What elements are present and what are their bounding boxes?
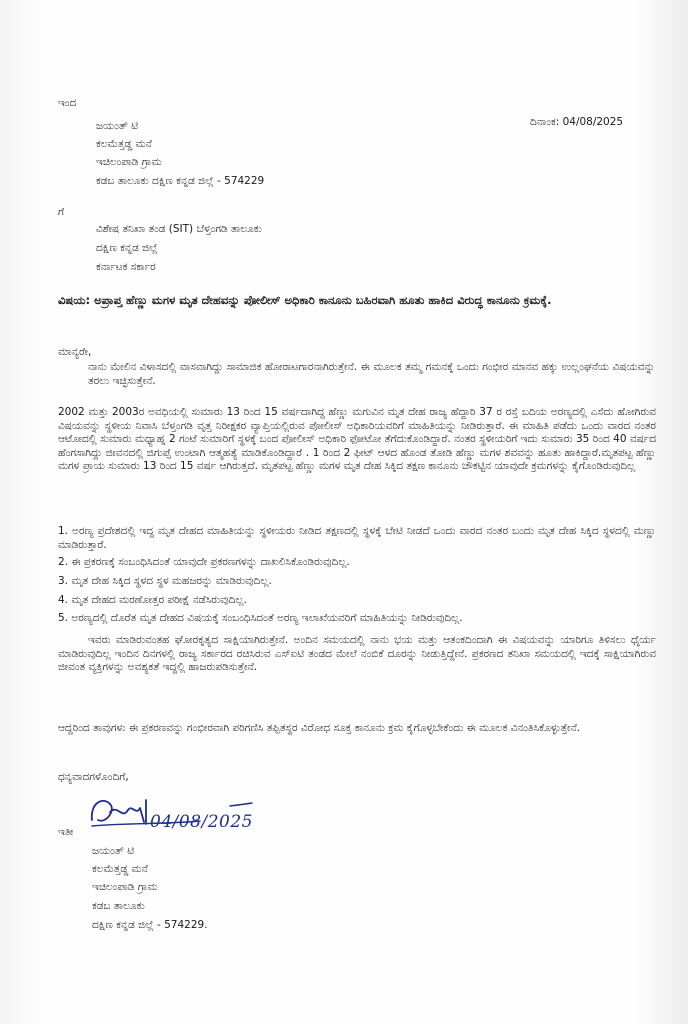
thanks-line: ಧನ್ಯವಾದಗಳೊಂದಿಗೆ, — [58, 771, 129, 783]
recipient-line: ದಕ್ಷಿಣ ಕನ್ನಡ ಜಿಲ್ಲೆ — [96, 242, 158, 254]
letter-date: ದಿನಾಂಕ: 04/08/2025 — [530, 116, 624, 128]
list-item: 2. ಈ ಪ್ರಕರಣಕ್ಕೆ ಸಂಬಂಧಿಸಿದಂತೆ ಯಾವುದೇ ಪ್ರಕರಣಗಳನ್ನು ದಾಖಲಿಸಿಕೊಂಡಿರುವುದಿಲ್ಲ. — [58, 556, 350, 568]
signature-date: 04/08/2025 — [150, 812, 253, 832]
list-item: 4. ಮೃತ ದೇಹದ ಮರಣೋತ್ತರ ಪರೀಕ್ಷೆ ನಡೆಸಿರುವುದಿಲ್ಲ. — [58, 594, 247, 606]
list-item: 3. ಮೃತ ದೇಹ ಸಿಕ್ಕಿದ ಸ್ಥಳದ ಸ್ಥಳ ಮಹಜರನ್ನು ಮಾಡಿರುವುದಿಲ್ಲ. — [58, 575, 272, 587]
footer-sender-district: ದಕ್ಷಿಣ ಕನ್ನಡ ಜಿಲ್ಲೆ - 574229. — [92, 919, 208, 931]
body-paragraph: 2002 ಮತ್ತು 2003ರ ಅವಧಿಯಲ್ಲಿ ಸುಮಾರು 13 ರಿಂದ 15 ವರ್ಷದಾಗಿದ್ದ ಹೆಣ್ಣು ಮಗುವಿನ ಮೃತ ದೇಹ ರಾಜ್ಯ ಹೆದ್ದಾರಿ 37 ರ ರಸ್ತೆ ಬದಿಯ ಅರಣ್ಯದಲ್ಲಿ ಎಸೆದು ಹೋಗಿರುವ ವಿಷಯವನ್ನು ಸ್ಥಳೀಯ ನಿವಾಸಿ ಬೆಳ್ತಂಗಡಿ ವೃತ್ತ ನಿರೀಕ್ಷಕರ ವ್ಯಾಪ್ತಿಯಲ್ಲಿರುವ ಪೋಲೀಸ್ ಅಧಿಕಾರಿಯವರಿಗೆ ಮಾಹಿತಿಯನ್ನು ನೀಡಿರುತ್ತಾರೆ. ಈ ಮಾಹಿತಿ ಪಡೆದು ಒಂದು ವಾರದ ನಂತರ ಆಟೋದಲ್ಲಿ ಸುಮಾರು ಮಧ್ಯಾಹ್ನ 2 ಗಂಟೆ ಸುಮಾರಿಗೆ ಸ್ಥಳಕ್ಕೆ ಬಂದ ಪೋಲೀಸ್ ಅಧಿಕಾರಿ ಫೋಟೋ ತೆಗೆದುಕೊಂಡಿದ್ದಾರೆ. ನಂತರ ಸ್ಥಳೀಯರಿಗೆ ಇದು ಸುಮಾರು 35 ರಿಂದ 40 ವರ್ಷದ ಹೆಂಗಸಾಗಿದ್ದು ಜೀವನದಲ್ಲಿ ಜಿಗುಪ್ಸೆ ಉಂಟಾಗಿ ಆತ್ಮಹತ್ಯೆ ಮಾಡಿಕೊಂಡಿದ್ದಾರೆ . 1 ರಿಂದ 2 ಫೀಟ್ ಆಳದ ಹೊಂಡ ತೋಡಿ ಹೆಣ್ಣು ಮಗಳ ಶವವನ್ನು ಹೂತು ಹಾಕಿದ್ದಾರೆ.ಮೃತಪಟ್ಟ ಹೆಣ್ಣು ಮಗಳ ಪ್ರಾಯ ಸುಮಾರು 13 ರಿಂದ 15 ವರ್ಷ ಆಗಿರುತ್ತದೆ. ಮೃತಪಟ್ಟ ಹೆಣ್ಣು ಮಗಳ ಮೃತ ದೇಹ ಸಿಕ್ಕಿದ ತಕ್ಷಣ ಕಾನೂನು ಚೌಕಟ್ಟಿನ ಯಾವುದೇ ಕ್ರಮಗಳನ್ನು ಕೈಗೊಂಡಿರುವುದಿಲ್ಲ — [58, 406, 656, 473]
list-item: 1. ಅರಣ್ಯ ಪ್ರದೇಶದಲ್ಲಿ ಇದ್ದ ಮೃತ ದೇಹದ ಮಾಹಿತಿಯನ್ನು ಸ್ಥಳೀಯರು ನೀಡಿದ ತಕ್ಷಣದಲ್ಲಿ ಸ್ಥಳಕ್ಕೆ ಬೇಟಿ ನೀಡದೆ ಒಂದು ವಾರದ ನಂತರ ಬಂದು ಮೃತ ದೇಹ ಸಿಕ್ಕಿದ ಸ್ಥಳದಲ್ಲಿ ಮಣ್ಣು ಮಾಡಿರುತ್ತಾರೆ. — [58, 525, 656, 551]
request-paragraph: ಆದ್ದರಿಂದ ತಾವುಗಳು ಈ ಪ್ರಕರಣವನ್ನು ಗಂಭೀರವಾಗಿ ಪರಿಗಣಿಸಿ ತಪ್ಪಿತಸ್ಥರ ವಿರೋಧ ಸೂಕ್ತ ಕಾನೂನು ಕ್ರಮ ಕೈಗೊಳ್ಳಬೇಕೆಂದು ಈ ಮೂಲಕ ವಿನಂತಿಸಿಕೊಳ್ಳುತ್ತೇನೆ. — [58, 722, 581, 734]
closing-label: ಇತೀ — [58, 826, 74, 838]
footer-sender-village: ಇಚಿಲಂಪಾಡಿ ಗ್ರಾಮ — [92, 881, 158, 893]
sender-village: ಇಚಿಲಂಪಾಡಿ ಗ್ರಾಮ — [96, 156, 162, 168]
footer-sender-house: ಕಲಮೆತ್ತಡ್ಡ ಮನೆ — [92, 863, 148, 875]
sender-district: ಕಡಬ ತಾಲೂಕು ದಕ್ಷಿಣ ಕನ್ನಡ ಜಿಲ್ಲೆ - 574229 — [96, 175, 265, 187]
footer-sender-taluk: ಕಡಬ ತಾಲೂಕು — [92, 900, 145, 912]
recipient-line: ಕರ್ನಾಟಕ ಸರ್ಕಾರ — [96, 261, 156, 273]
intro-paragraph: ನಾನು ಮೇಲಿನ ವಿಳಾಸದಲ್ಲಿ ವಾಸವಾಗಿದ್ದು ಸಾಮಾಜಿಕ ಹೋರಾಟಗಾರನಾಗಿರುತ್ತೇನೆ. ಈ ಮೂಲಕ ತಮ್ಮ ಗಮನಕ್ಕೆ ಒಂದು ಗಂಭೀರ ಮಾನವ ಹಕ್ಕು ಉಲ್ಲಂಘನೆಯ ವಿಷಯವನ್ನು ತರಲು ಇಚ್ಛಿಸುತ್ತೇನೆ. — [88, 361, 655, 387]
sender-house: ಕಲಮೆತ್ತಡ್ಡ ಮನೆ — [96, 138, 152, 150]
list-item: 5. ಅರಣ್ಯದಲ್ಲಿ ದೊರೆತ ಮೃತ ದೇಹದ ವಿಷಯಕ್ಕೆ ಸಂಬಂಧಿಸಿದಂತೆ ಅರಣ್ಯ ಇಲಾಖೆಯವರಿಗೆ ಮಾಹಿತಿಯನ್ನು ನೀಡಿರುವುದಿಲ್ಲ. — [58, 612, 463, 624]
to-label: ಗೆ — [58, 206, 65, 218]
witness-paragraph: ಇವರು ಮಾಡಿರುವಂತಹ ಘೋರಕೃತ್ಯದ ಸಾಕ್ಷಿಯಾಗಿರುತ್ತೇನೆ. ಅಂದಿನ ಸಮಯದಲ್ಲಿ ನಾನು ಭಯ ಮತ್ತು ಆತಂಕದಿಂದಾಗಿ ಈ ವಿಷಯವನ್ನು ಯಾರಿಗೂ ತಿಳಿಸಲು ಧೈರ್ಯ ಮಾಡಿರುವುದಿಲ್ಲ ಇಂದಿನ ದಿನಗಳಲ್ಲಿ ರಾಜ್ಯ ಸರ್ಕಾರದ ರಚಿಸಿರುವ ಎಸ್ಐಟಿ ತಂಡದ ಮೇಲೆ ನಂಬಿಕೆ ದೂರನ್ನು ನೀಡುತ್ತಿದ್ದೇನೆ. ಪ್ರಕರಣದ ತನಿಖಾ ಸಮಯದಲ್ಲಿ ಇದಕ್ಕೆ ಸಾಕ್ಷಿಯಾಗಿರುವ ಜೀವಂತ ವ್ಯಕ್ತಿಗಳನ್ನು ಅವಶ್ಯಕತೆ ಇದ್ದಲ್ಲಿ ಹಾಜರುಪಡಿಸುತ್ತೇನೆ. — [58, 634, 656, 674]
recipient-line: ವಿಶೇಷ ತನಿಖಾ ತಂಡ (SIT) ಬೆಳ್ತಂಗಡಿ ತಾಲೂಕು — [96, 223, 262, 235]
from-label: ಇಂದ — [58, 97, 77, 109]
salutation: ಮಾನ್ಯರೇ, — [58, 346, 92, 358]
subject-line: ವಿಷಯ: ಅಪ್ರಾಪ್ತ ಹೆಣ್ಣು ಮಗಳ ಮೃತ ದೇಹವನ್ನು ಪೋಲೀಸ್ ಅಧಿಕಾರಿ ಕಾನೂನು ಬಹಿರವಾಗಿ ಹೂತು ಹಾಕಿದ ವಿರುದ್ಧ ಕಾನೂನು ಕ್ರಮಕ್ಕೆ. — [58, 293, 552, 307]
footer-sender-name: ಜಯಂತ್ ಟಿ — [92, 845, 135, 857]
sender-name: ಜಯಂತ್ ಟಿ — [96, 120, 139, 132]
